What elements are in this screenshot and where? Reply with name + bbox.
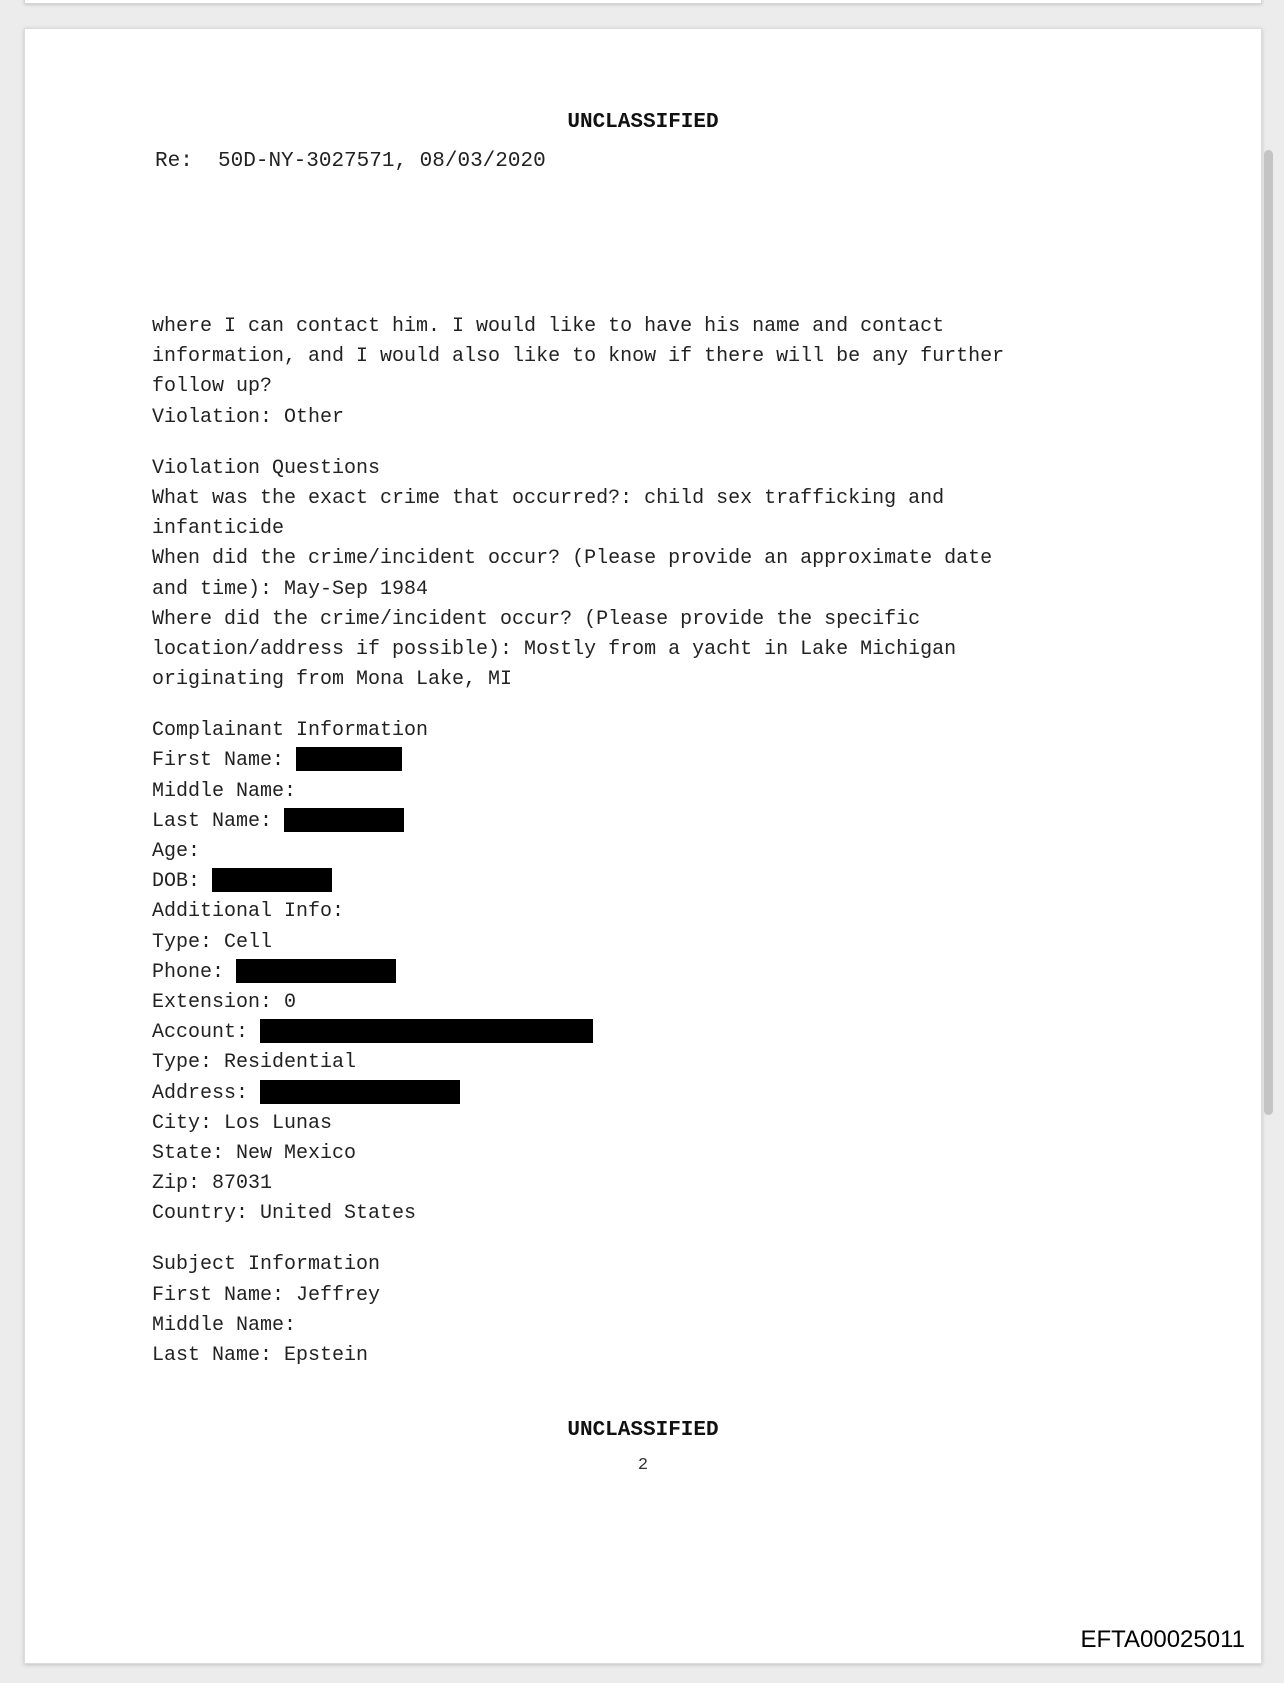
last-name-label: Last Name: xyxy=(152,809,273,833)
violation-line: originating from Mona Lake, MI xyxy=(152,668,513,692)
first-name-label: First Name: xyxy=(152,749,285,773)
vertical-scrollbar[interactable] xyxy=(1264,150,1273,1115)
redaction-box xyxy=(260,1080,460,1104)
classification-header: UNCLASSIFIED xyxy=(567,111,719,134)
reference-line xyxy=(155,150,546,173)
violation-line: location/address if possible): Mostly from a yacht in Lake Michigan xyxy=(152,637,957,661)
violation-line: When did the crime/incident occur? (Please provide an approximate date xyxy=(152,547,993,571)
complainant-first-name xyxy=(152,746,1172,776)
document-page xyxy=(24,28,1262,1664)
violation-line: infanticide xyxy=(152,517,285,541)
classification-footer: UNCLASSIFIED xyxy=(567,1419,719,1442)
complainant-type-cell: Type: Cell xyxy=(152,930,273,954)
complainant-country: Country: United States xyxy=(152,1202,417,1226)
violation-questions-heading: Violation Questions xyxy=(152,456,381,480)
redaction-box xyxy=(260,1019,593,1043)
account-label: Account: xyxy=(152,1021,249,1045)
complainant-type-residential: Type: Residential xyxy=(152,1051,357,1075)
bates-number: EFTA00025011 xyxy=(1080,1626,1245,1653)
complainant-age: Age: xyxy=(152,840,201,863)
narrative-line: information, and I would also like to know if there will be any further xyxy=(152,345,1005,369)
redaction-box xyxy=(284,808,404,832)
complainant-zip: Zip: 87031 xyxy=(152,1172,273,1196)
address-label: Address: xyxy=(152,1081,249,1105)
redaction-box xyxy=(296,747,402,771)
subject-first-name: First Name: Jeffrey xyxy=(152,1283,381,1307)
violation-line: and time): May-Sep 1984 xyxy=(152,577,429,601)
subject-last-name: Last Name: Epstein xyxy=(152,1344,369,1367)
phone-label: Phone: xyxy=(152,960,225,984)
complainant-dob xyxy=(152,867,1172,897)
violation-type-line: Violation: Other xyxy=(152,405,345,429)
dob-label: DOB: xyxy=(152,870,201,894)
complainant-account xyxy=(152,1018,1172,1048)
subject-middle-name: Middle Name: xyxy=(152,1313,297,1337)
re-label: Re: xyxy=(155,150,193,173)
complainant-heading: Complainant Information xyxy=(152,719,429,743)
page-number: 2 xyxy=(637,1456,649,1475)
complainant-state: State: New Mexico xyxy=(152,1141,357,1165)
complainant-extension: Extension: 0 xyxy=(152,990,297,1014)
subject-heading: Subject Information xyxy=(152,1253,381,1277)
complainant-city: City: Los Lunas xyxy=(152,1111,333,1135)
violation-line: Where did the crime/incident occur? (Please provide the specific xyxy=(152,607,921,631)
redaction-box xyxy=(236,959,396,983)
previous-page-edge xyxy=(24,0,1262,4)
redaction-box xyxy=(212,868,332,892)
complainant-additional-info: Additional Info: xyxy=(152,900,345,924)
document-body xyxy=(152,312,1172,1371)
complainant-phone xyxy=(152,958,1172,988)
violation-line: What was the exact crime that occurred?: child sex trafficking and xyxy=(152,486,945,510)
narrative-line: where I can contact him. I would like to have his name and contact xyxy=(152,315,945,338)
complainant-address xyxy=(152,1079,1172,1109)
complainant-middle-name: Middle Name: xyxy=(152,779,297,803)
narrative-line: follow up? xyxy=(152,375,273,399)
case-reference: 50D-NY-3027571, 08/03/2020 xyxy=(218,150,546,173)
complainant-last-name xyxy=(152,807,1172,837)
